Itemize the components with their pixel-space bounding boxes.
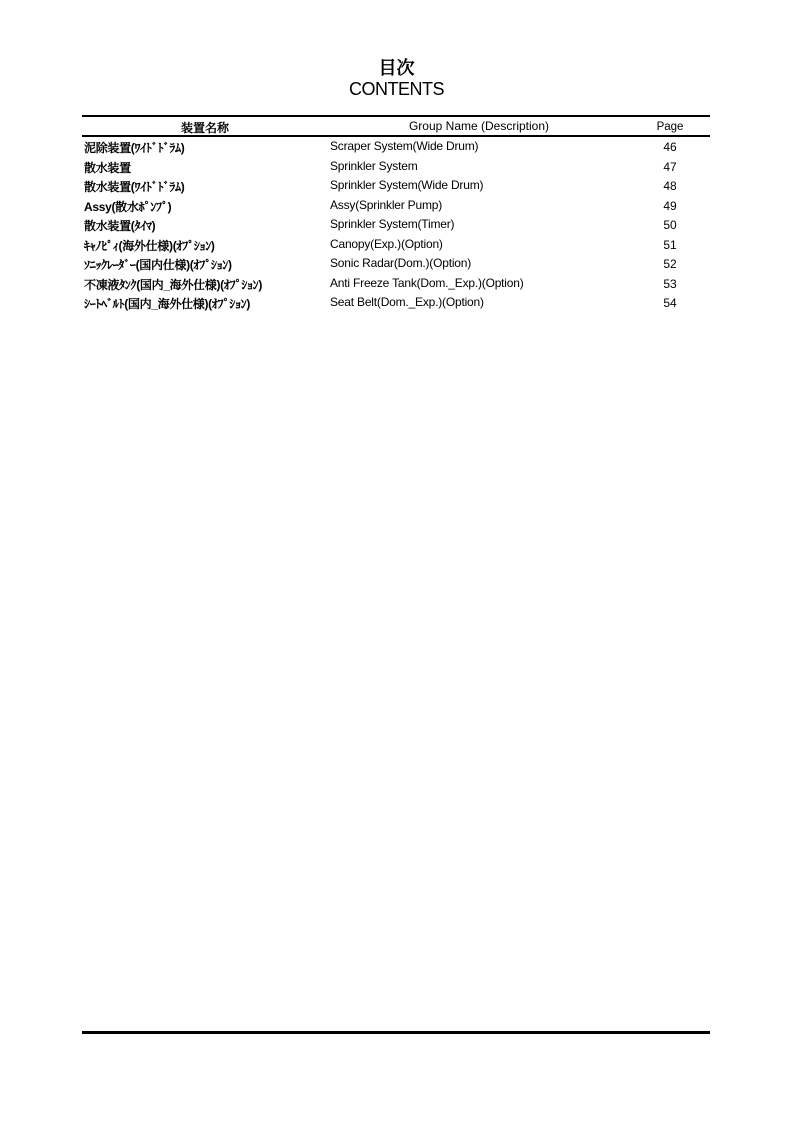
row-page[interactable]: 49 (663, 198, 677, 213)
row-name: Assy(散水ﾎﾟﾝﾌﾟ) (84, 199, 172, 214)
row-name: ｷｬﾉﾋﾟｨ(海外仕様)(ｵﾌﾟｼｮﾝ) (84, 238, 215, 253)
row-description: Canopy(Exp.)(Option) (330, 236, 443, 251)
table-row[interactable] (82, 196, 710, 216)
header-page: Page (656, 121, 684, 133)
table-row[interactable] (82, 157, 710, 177)
row-description: Sprinkler System (330, 158, 418, 173)
table-row[interactable] (82, 137, 710, 157)
row-page[interactable]: 54 (663, 296, 677, 310)
row-page[interactable]: 48 (663, 179, 677, 193)
table-row[interactable] (82, 274, 710, 294)
row-page[interactable]: 50 (663, 218, 677, 232)
row-name: 不凍液ﾀﾝｸ(国内_海外仕様)(ｵﾌﾟｼｮﾝ) (84, 277, 263, 292)
row-description: Sprinkler System(Timer) (330, 217, 455, 231)
row-name: 散水装置(ﾀｲﾏ) (84, 219, 156, 233)
page-title-japanese: 目次 (378, 58, 415, 78)
row-page[interactable]: 46 (663, 140, 677, 154)
row-page[interactable]: 47 (663, 159, 677, 174)
row-description: Seat Belt(Dom._Exp.)(Option) (330, 295, 484, 309)
table-row[interactable] (82, 293, 710, 313)
page-title-block (0, 57, 793, 99)
page-title-english: CONTENTS (349, 79, 444, 99)
header-description: Group Name (Description) (408, 119, 550, 133)
table-row[interactable] (82, 235, 710, 255)
row-page[interactable]: 51 (663, 237, 677, 252)
row-page[interactable]: 53 (663, 276, 677, 291)
row-name: 泥除装置(ﾜｲﾄﾞﾄﾞﾗﾑ) (84, 141, 185, 155)
table-row[interactable] (82, 176, 710, 196)
row-description: Sonic Radar(Dom.)(Option) (330, 256, 472, 270)
header-name: 装置名称 (180, 121, 229, 135)
table-row[interactable] (82, 215, 710, 235)
row-description: Sprinkler System(Wide Drum) (330, 178, 484, 192)
row-description: Scraper System(Wide Drum) (330, 139, 479, 153)
row-name: 散水装置 (84, 160, 131, 175)
row-name: ｿﾆｯｸﾚｰﾀﾞｰ(国内仕様)(ｵﾌﾟｼｮﾝ) (84, 258, 232, 272)
row-name: 散水装置(ﾜｲﾄﾞﾄﾞﾗﾑ) (84, 180, 185, 194)
row-description: Assy(Sprinkler Pump) (330, 197, 443, 212)
row-description: Anti Freeze Tank(Dom._Exp.)(Option) (330, 275, 524, 290)
table-body (82, 137, 710, 313)
table-header-row (82, 117, 710, 135)
table-row[interactable] (82, 254, 710, 274)
page-footer-rule (82, 1031, 710, 1034)
row-name: ｼｰﾄﾍﾞﾙﾄ(国内_海外仕様)(ｵﾌﾟｼｮﾝ) (84, 297, 251, 311)
row-page[interactable]: 52 (663, 257, 677, 271)
